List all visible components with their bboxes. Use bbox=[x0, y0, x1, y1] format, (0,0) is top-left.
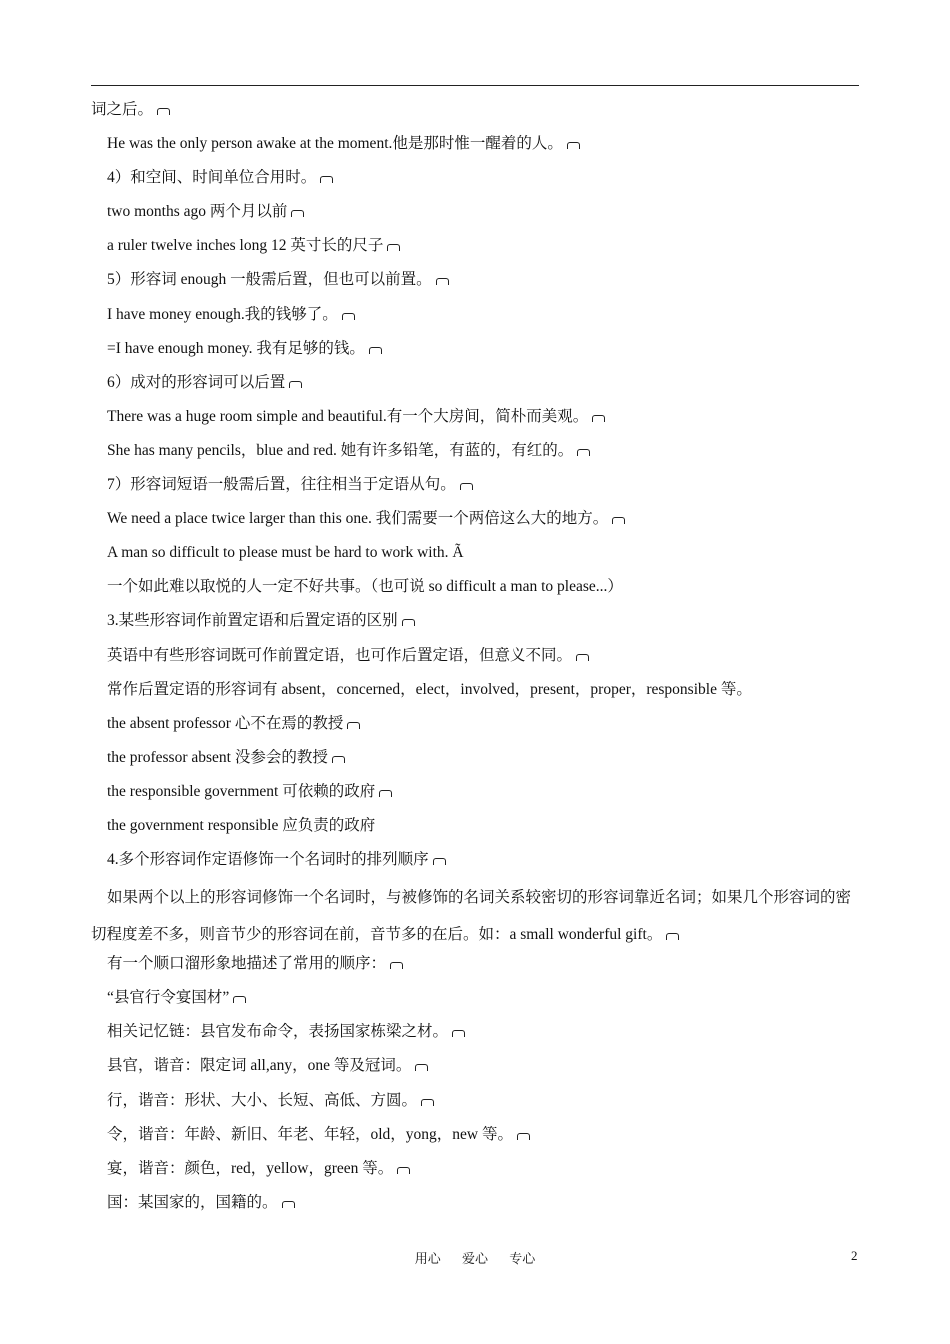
text-line: the responsible government 可依赖的政府 bbox=[91, 777, 859, 811]
paragraph-mark-icon bbox=[567, 142, 580, 149]
paragraph-mark-icon bbox=[390, 962, 403, 969]
paragraph-mark-icon bbox=[415, 1064, 428, 1071]
text-line: He was the only person awake at the moment.他是那时惟一醒着的人。 bbox=[91, 129, 859, 163]
paragraph-mark-icon bbox=[289, 381, 302, 388]
paragraph-mark-icon bbox=[282, 1201, 295, 1208]
paragraph-mark-icon bbox=[517, 1133, 530, 1140]
footer-word: 爱心 bbox=[461, 1251, 488, 1266]
text-line: 4）和空间、时间单位合用时。 bbox=[91, 163, 859, 197]
paragraph-mark-icon bbox=[291, 210, 304, 217]
paragraph-mark-icon bbox=[320, 176, 333, 183]
text-line: 宴，谐音：颜色，red，yellow，green 等。 bbox=[91, 1154, 859, 1188]
text-line: A man so difficult to please must be hard to work with. Ã bbox=[107, 544, 464, 562]
document-body bbox=[91, 95, 859, 1222]
text-line: “县官行令宴国材” bbox=[91, 983, 859, 1017]
paragraph-mark-icon bbox=[576, 654, 589, 661]
text-line: 7）形容词短语一般需后置，往往相当于定语从句。 bbox=[91, 470, 859, 504]
text-line: two months ago 两个月以前 bbox=[91, 197, 859, 231]
text-line: 县官，谐音：限定词 all,any，one 等及冠词。 bbox=[91, 1051, 859, 1085]
text-line: the absent professor 心不在焉的教授 bbox=[91, 709, 859, 743]
page-footer bbox=[0, 1248, 950, 1268]
text-line: 国：某国家的，国籍的。 bbox=[91, 1188, 859, 1222]
section-heading: 4.多个形容词作定语修饰一个名词时的排列顺序 bbox=[91, 845, 859, 879]
text-line: the government responsible 应负责的政府 bbox=[107, 816, 376, 834]
text-line: 相关记忆链：县官发布命令，表扬国家栋梁之材。 bbox=[91, 1017, 859, 1051]
paragraph-mark-icon bbox=[421, 1099, 434, 1106]
text-line: We need a place twice larger than this one. 我们需要一个两倍这么大的地方。 bbox=[91, 504, 859, 538]
paragraph-mark-icon bbox=[592, 415, 605, 422]
paragraph-mark-icon bbox=[402, 619, 415, 626]
paragraph-mark-icon bbox=[342, 313, 355, 320]
text-line: 有一个顺口溜形象地描述了常用的顺序： bbox=[91, 949, 859, 983]
text-line: She has many pencils，blue and red. 她有许多铅笔，有蓝的，有红的。 bbox=[91, 436, 859, 470]
text-line: 6）成对的形容词可以后置 bbox=[91, 368, 859, 402]
text-paragraph: 如果两个以上的形容词修饰一个名词时，与被修饰的名词关系较密切的形容词靠近名词；如果几个形容词的密切程度差不多，则音节少的形容词在前，音节多的在后。如：a small wonderful gift。 bbox=[91, 889, 852, 944]
footer-motto bbox=[0, 1248, 950, 1267]
text-line: 5）形容词 enough 一般需后置，但也可以前置。 bbox=[91, 265, 859, 299]
text-line: 常作后置定语的形容词有 absent，concerned，elect，involved，present，proper，responsible 等。 bbox=[107, 680, 752, 698]
paragraph-mark-icon bbox=[577, 449, 590, 456]
header-rule bbox=[91, 85, 859, 86]
paragraph-mark-icon bbox=[332, 756, 345, 763]
footer-word: 专心 bbox=[509, 1251, 536, 1266]
paragraph-mark-icon bbox=[436, 278, 449, 285]
text-line: 词之后。 bbox=[91, 95, 859, 129]
paragraph-mark-icon bbox=[666, 933, 679, 940]
footer-word: 用心 bbox=[414, 1251, 441, 1266]
page-number: 2 bbox=[851, 1248, 858, 1263]
text-line: a ruler twelve inches long 12 英寸长的尺子 bbox=[91, 231, 859, 265]
paragraph-mark-icon bbox=[379, 790, 392, 797]
paragraph-mark-icon bbox=[157, 108, 170, 115]
text-line: =I have enough money. 我有足够的钱。 bbox=[91, 334, 859, 368]
text-line: I have money enough.我的钱够了。 bbox=[91, 300, 859, 334]
text-line: 令，谐音：年龄、新旧、年老、年轻，old，yong，new 等。 bbox=[91, 1120, 859, 1154]
paragraph-mark-icon bbox=[387, 244, 400, 251]
paragraph-mark-icon bbox=[347, 722, 360, 729]
text-line: There was a huge room simple and beautiful.有一个大房间，简朴而美观。 bbox=[91, 402, 859, 436]
text-line: 一个如此难以取悦的人一定不好共事。（也可说 so difficult a man to please...） bbox=[107, 578, 623, 596]
text-line: 行，谐音：形状、大小、长短、高低、方圆。 bbox=[91, 1086, 859, 1120]
paragraph-mark-icon bbox=[397, 1167, 410, 1174]
paragraph-mark-icon bbox=[433, 858, 446, 865]
paragraph-mark-icon bbox=[452, 1030, 465, 1037]
paragraph-mark-icon bbox=[233, 996, 246, 1003]
paragraph-mark-icon bbox=[460, 483, 473, 490]
text-line: the professor absent 没参会的教授 bbox=[91, 743, 859, 777]
text-line: 英语中有些形容词既可作前置定语，也可作后置定语，但意义不同。 bbox=[91, 641, 859, 675]
section-heading: 3.某些形容词作前置定语和后置定语的区别 bbox=[91, 606, 859, 640]
paragraph-mark-icon bbox=[612, 517, 625, 524]
paragraph-mark-icon bbox=[369, 347, 382, 354]
